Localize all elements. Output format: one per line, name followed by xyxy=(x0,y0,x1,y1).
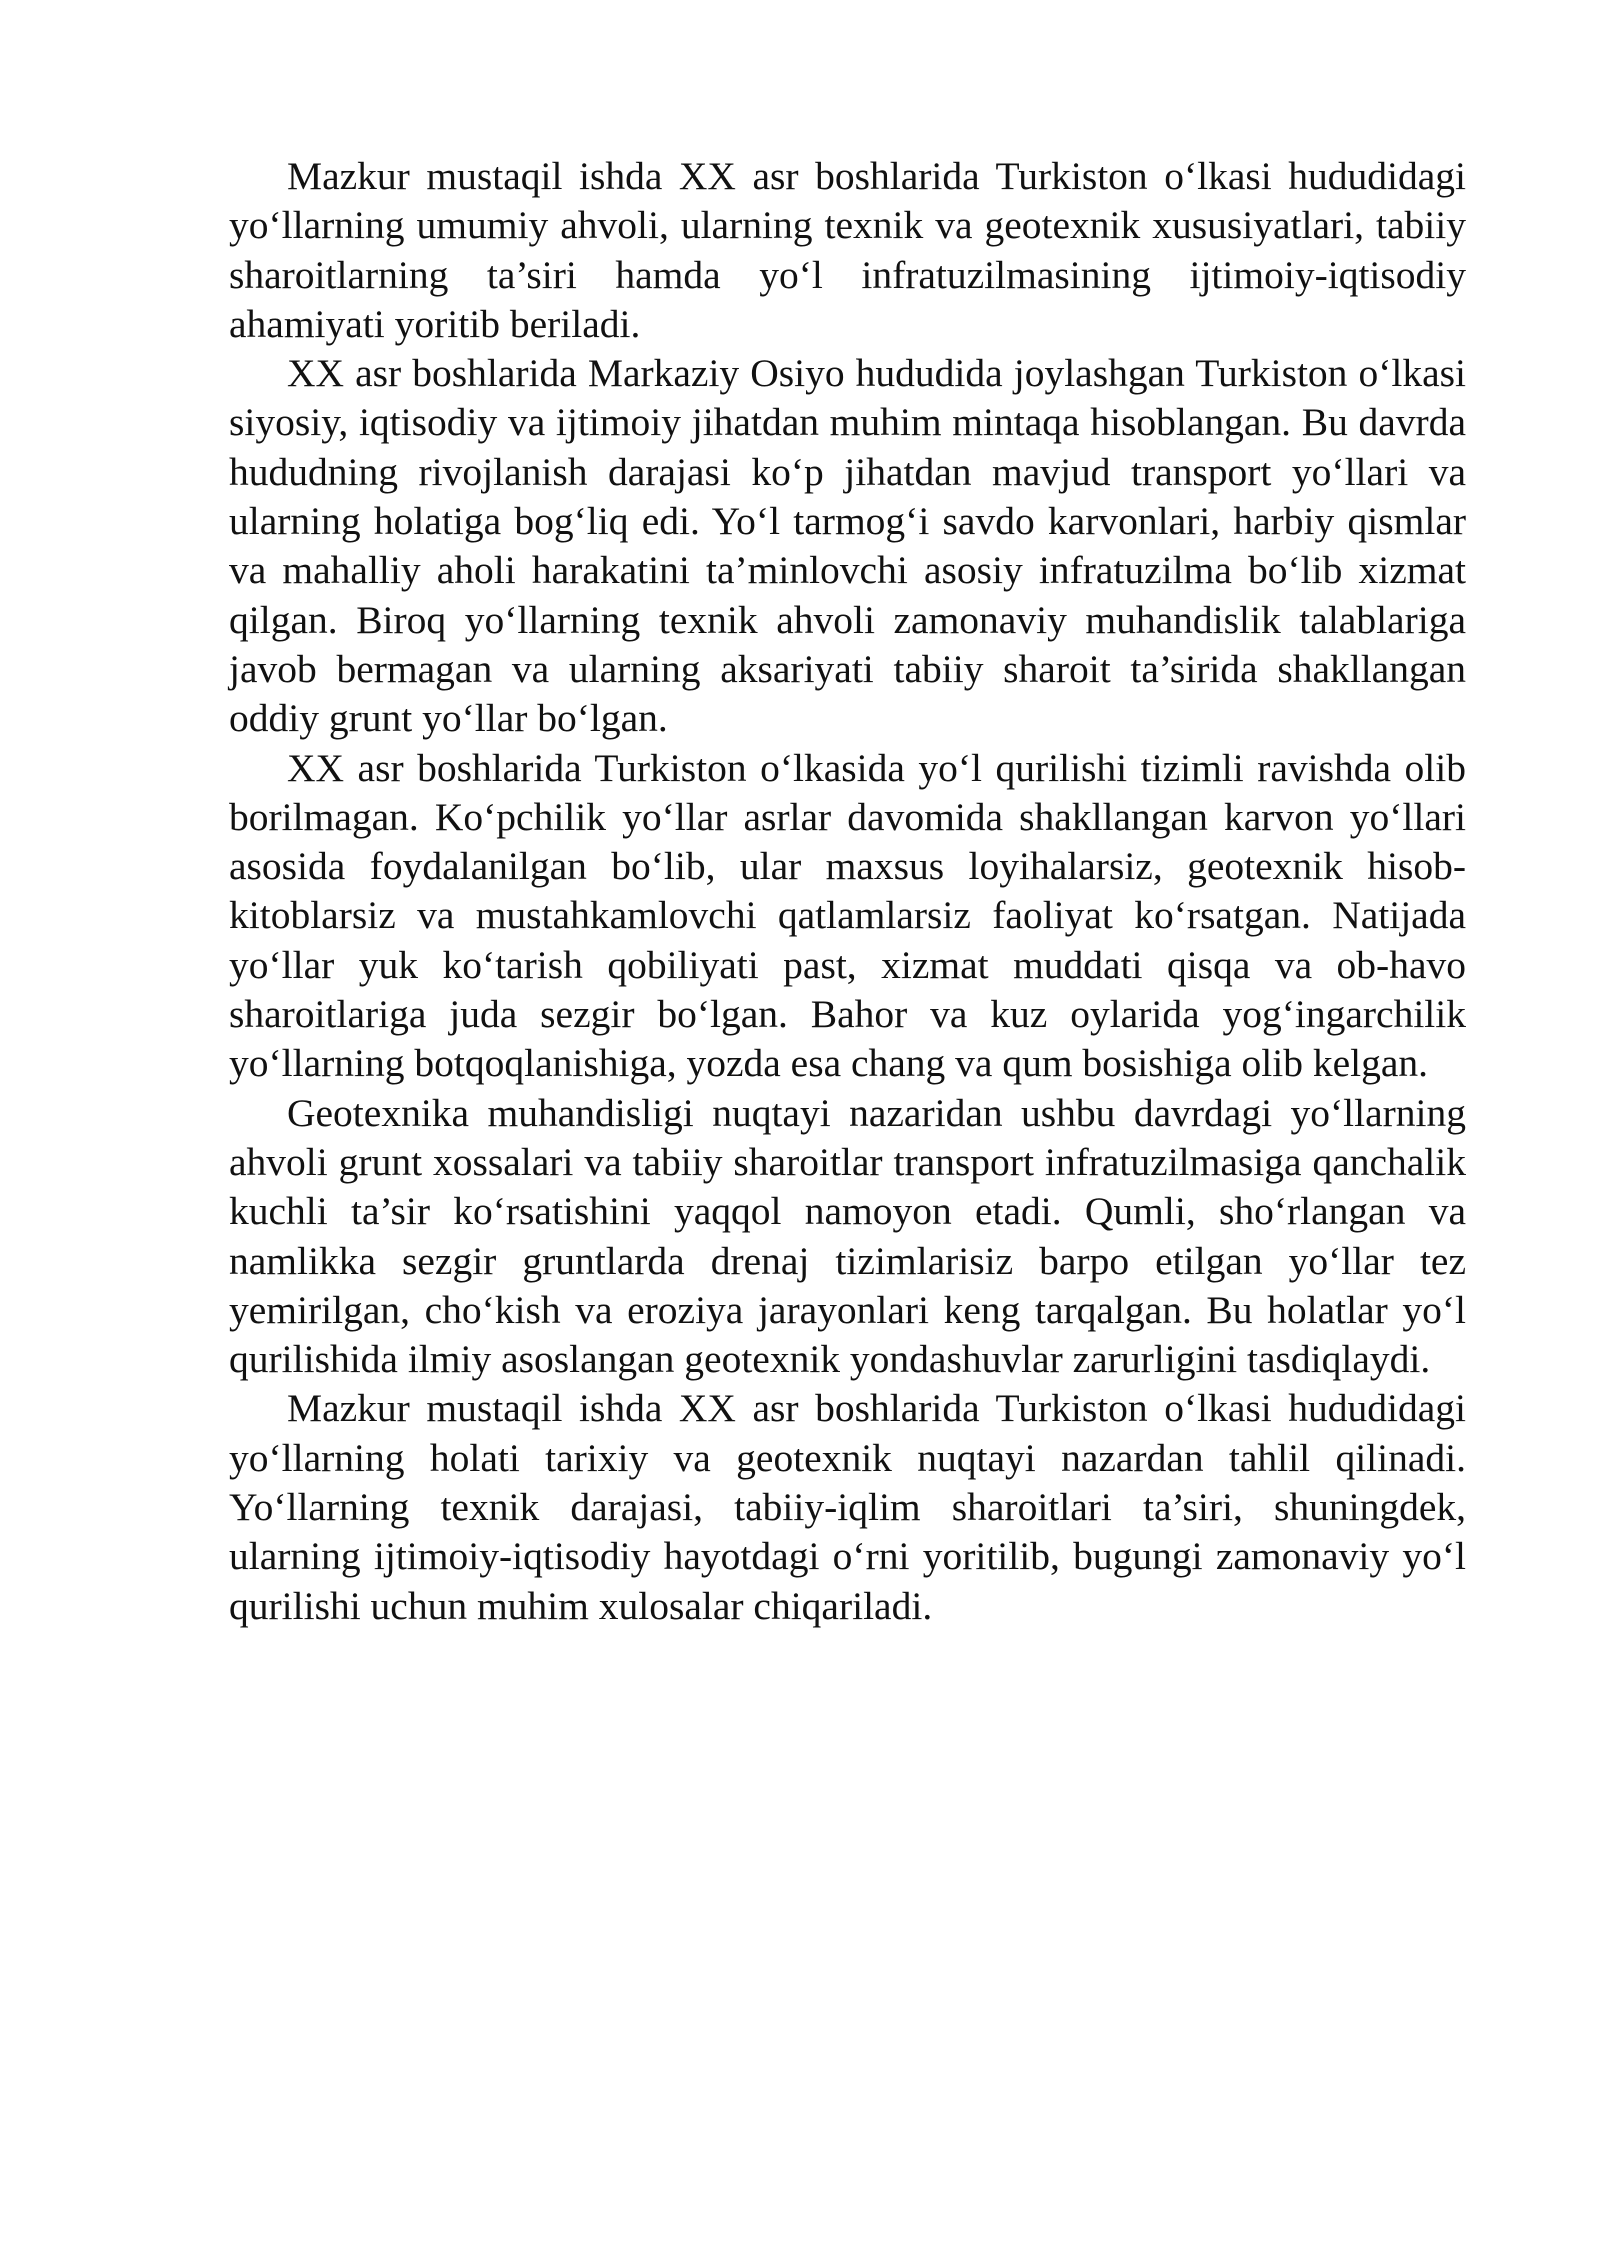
paragraph-3: XX asr boshlarida Turkiston o‘lkasida yo‘l qurilishi tizimli ravishda olib borilmagan. Ko‘pchilik yo‘llar asrlar davomida shakllangan karvon yo‘llari asosida foydalanilgan bo‘lib, ular maxsus loyihalarsiz, geotexnik hisob-kitoblarsiz va mustahkamlovchi qatlamlarsiz faoliyat ko‘rsatgan. Natijada yo‘llar yuk ko‘tarish qobiliyati past, xizmat muddati qisqa va ob-havo sharoitlariga juda sezgir bo‘lgan. Bahor va kuz oylarida yog‘ingarchilik yo‘llarning botqoqlanishiga, yozda esa chang va qum bosishiga olib kelgan. xyxy=(229,745,1466,1086)
paragraph-5: Mazkur mustaqil ishda XX asr boshlarida Turkiston o‘lkasi hududidagi yo‘llarning holati tarixiy va geotexnik nuqtayi nazardan tahlil qilinadi. Yo‘llarning texnik darajasi, tabiiy-iqlim sharoitlari ta’siri, shuningdek, ularning ijtimoiy-iqtisodiy hayotdagi o‘rni yoritilib, bugungi zamonaviy yo‘l qurilishi uchun muhim xulosalar chiqariladi. xyxy=(229,1386,1466,1628)
document-body xyxy=(229,152,1466,1631)
paragraph-2: XX asr boshlarida Markaziy Osiyo hududida joylashgan Turkiston o‘lkasi siyosiy, iqtisodiy va ijtimoiy jihatdan muhim mintaqa hisoblangan. Bu davrda hududning rivojlanish darajasi ko‘p jihatdan mavjud transport yo‘llari va ularning holatiga bog‘liq edi. Yo‘l tarmog‘i savdo karvonlari, harbiy qismlar va mahalliy aholi harakatini ta’minlovchi asosiy infratuzilma bo‘lib xizmat qilgan. Biroq yo‘llarning texnik ahvoli zamonaviy muhandislik talablariga javob bermagan va ularning aksariyati tabiiy sharoit ta’sirida shakllangan oddiy grunt yo‘llar bo‘lgan. xyxy=(229,351,1466,741)
paragraph-1: Mazkur mustaqil ishda XX asr boshlarida Turkiston o‘lkasi hududidagi yo‘llarning umumiy ahvoli, ularning texnik va geotexnik xususiyatlari, tabiiy sharoitlarning ta’siri hamda yo‘l infratuzilmasining ijtimoiy-iqtisodiy ahamiyati yoritib beriladi. xyxy=(229,154,1466,346)
paragraph-4: Geotexnika muhandisligi nuqtayi nazaridan ushbu davrdagi yo‘llarning ahvoli grunt xossalari va tabiiy sharoitlar transport infratuzilmasiga qanchalik kuchli ta’sir ko‘rsatishini yaqqol namoyon etadi. Qumli, sho‘rlangan va namlikka sezgir gruntlarda drenaj tizimlarisiz barpo etilgan yo‘llar tez yemirilgan, cho‘kish va eroziya jarayonlari keng tarqalgan. Bu holatlar yo‘l qurilishida ilmiy asoslangan geotexnik yondashuvlar zarurligini tasdiqlaydi. xyxy=(229,1090,1466,1382)
